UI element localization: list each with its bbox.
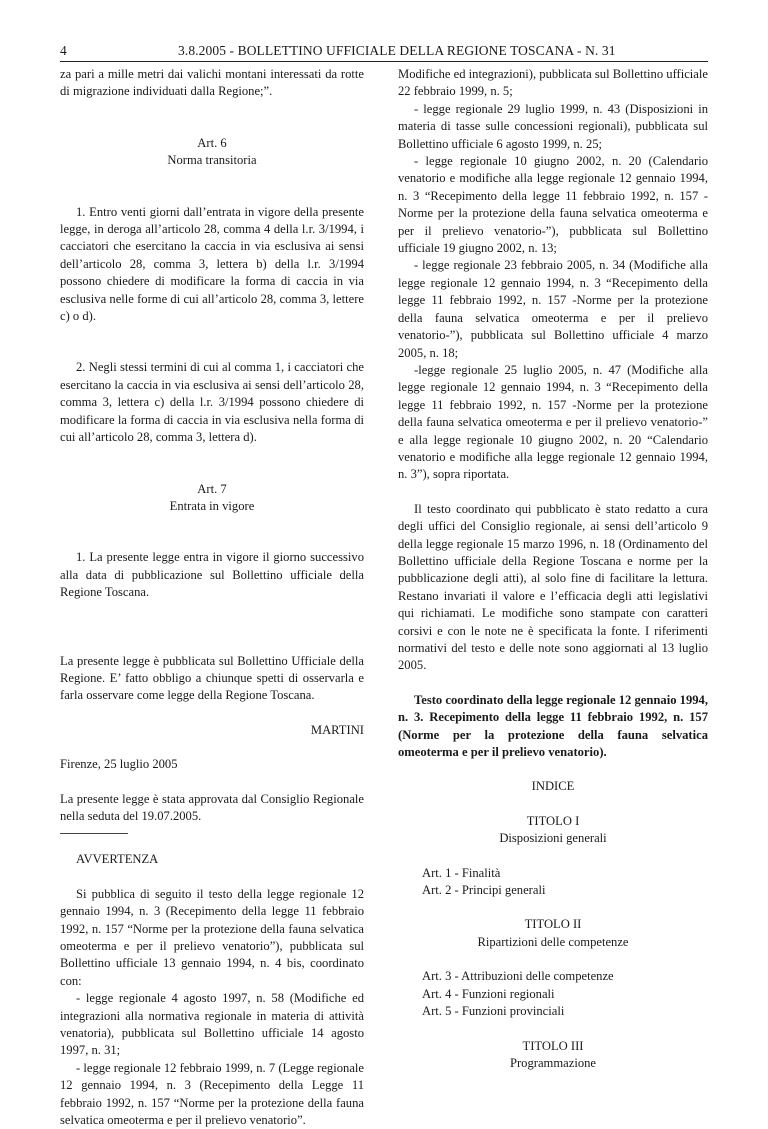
coordinated-text-title: Testo coordinato della legge regionale 12 gennaio 1994, n. 3. Recepimento della legge 11 febbraio 1992, n. 157 (Norme per la protezione della fauna selvatica omeoterma e per il prelievo venatorio).: [398, 692, 708, 760]
titolo-2-subtitle: Ripartizioni delle competenze: [477, 934, 629, 949]
law-item-c: - legge regionale 23 febbraio 2005, n. 34 (Modifiche alla legge regionale 12 gennaio 1994, n. 3 “Recepimento della legge 11 febbraio 1992, n. 157 -Norme per la protezione della fauna selvatica omeoterma e per il prelievo venatorio-”), pubblicata sul Bollettino ufficiale 4 marzo 2005, n. 18;: [398, 258, 708, 360]
titolo-1-heading: TITOLO I: [526, 813, 580, 828]
index-heading: INDICE: [531, 779, 575, 794]
index-entry-art3: Art. 3 - Attribuzioni delle competenze: [422, 969, 614, 984]
titolo-3-subtitle: Programmazione: [509, 1055, 597, 1070]
art6-title: Art. 6: [197, 135, 227, 150]
approval-note: La presente legge è stata approvata dal Consiglio Regionale nella seduta del 19.07.2005.: [60, 791, 364, 823]
index-entry-art2: Art. 2 - Principi generali: [422, 883, 546, 898]
law-item-b: - legge regionale 10 giugno 2002, n. 20 (Calendario venatorio e modifiche alla legge regionale 12 gennaio 1994, n. 3 “Recepimento della legge 11 febbraio 1992, n. 157 -Norme per la protezione della fauna selvatica omeoterma e per il prelievo venatorio-”), pubblicata sul Bollettino ufficiale 19 giugno 2002, n. 13;: [398, 154, 708, 256]
art7-paragraph-1: 1. La presente legge entra in vigore il giorno successivo alla data di pubblicazione sul Bollettino ufficiale della Regione Toscana.: [60, 550, 364, 600]
art6-paragraph-1: 1. Entro venti giorni dall’entrata in vigore della presente legge, in deroga all’articolo 28, comma 4 della l.r. 3/1994, i cacciatori che esercitano la caccia in via esclusiva ai sensi dell’articolo 28, comma 3, lettera b) della l.r. 3/1994 possono chiedere di modificare la forma di caccia in via esclusiva nelle forme di cui all’articolo 28, comma 3, lettere c) o d).: [60, 204, 364, 324]
signature: MARTINI: [310, 722, 364, 737]
page-header: [60, 42, 708, 60]
avvertenza-item-1: - legge regionale 4 agosto 1997, n. 58 (Modifiche ed integrazioni alla normativa regionale in materia di attività venatoria), pubblicata sul Bollettino ufficiale 14 agosto 1997, n. 31;: [60, 991, 364, 1058]
art6-subtitle: Norma transitoria: [167, 153, 257, 168]
avvertenza-title: AVVERTENZA: [76, 852, 159, 867]
art7-title: Art. 7: [197, 481, 227, 496]
right-column: [398, 66, 708, 1072]
coordinated-text-note: Il testo coordinato qui pubblicato è stato redatto a cura degli uffici del Consiglio regionale, ai sensi dell’articolo 9 della legge regionale 15 marzo 1996, n. 18 (Ordinamento del Bollettino ufficiale della Regione Toscana e norme per la pubblicazione degli atti), al solo fine di facilitare la lettura. Restano invariati il valore e l’efficacia degli atti legislativi qui richiamati. Le modifiche sono stampate con caratteri corsivi e con le note ne è specificata la fonte. I riferimenti normativi del testo e delle note sono aggiornati al 13 luglio 2005.: [398, 501, 708, 673]
titolo-1-subtitle: Disposizioni generali: [499, 831, 607, 846]
left-column: [60, 66, 364, 1129]
publication-notice: La presente legge è pubblicata sul Bollettino Ufficiale della Regione. E’ fatto obbligo a chiunque spetti di osservarla e farla osservare come legge della Regione Toscana.: [60, 653, 364, 703]
avvertenza-item-2: - legge regionale 12 febbraio 1999, n. 7 (Legge regionale 12 gennaio 1994, n. 3 (Recepimento della Legge 11 febbraio 1992, n. 157 “Norme per la protezione della fauna selvatica omeoterma e per il prelievo venatorio”.: [60, 1060, 364, 1128]
art7-subtitle: Entrata in vigore: [169, 498, 255, 513]
index-entry-art5: Art. 5 - Funzioni provinciali: [422, 1004, 565, 1019]
law-item-a: - legge regionale 29 luglio 1999, n. 43 (Disposizioni in materia di tasse sulle concessioni regionali), pubblicata sul Bollettino ufficiale 6 agosto 1999, n. 25;: [398, 101, 708, 151]
intro-paragraph: za pari a mille metri dai valichi montani interessati da rotte di migrazione individuati dalla Regione;”.: [60, 67, 364, 99]
law-item-d: -legge regionale 25 luglio 2005, n. 47 (Modifiche alla legge regionale 12 gennaio 1994, n. 3 “Recepimento della legge 11 febbraio 1992, n. 157 -Norme per la protezione della fauna selvatica omeoterma e per il prelievo venatorio-” e alla legge regionale 10 giugno 2002, n. 20 “Calendario venatorio e modifiche alla legge regionale 12 gennaio 1994, n. 3”), sopra riportata.: [398, 362, 708, 482]
index-entry-art4: Art. 4 - Funzioni regionali: [422, 986, 555, 1001]
continued-paragraph: Modifiche ed integrazioni), pubblicata sul Bollettino ufficiale 22 febbraio 1999, n. 5;: [398, 67, 708, 99]
titolo-2-heading: TITOLO II: [524, 917, 582, 932]
art6-paragraph-2: 2. Negli stessi termini di cui al comma 1, i cacciatori che esercitano la caccia in via esclusiva ai sensi dell’articolo 28, comma 3, lettera c) della l.r. 3/1994 possono chiedere di modificare la forma di caccia in via esclusiva nella forma di cui all’articolo 28, comma 3, lettera d).: [60, 360, 364, 445]
place-date: Firenze, 25 luglio 2005: [60, 757, 178, 772]
bulletin-title: 3.8.2005 - BOLLETTINO UFFICIALE DELLA REGIONE TOSCANA - N. 31: [178, 43, 616, 58]
page-number: 4: [60, 43, 67, 58]
titolo-3-heading: TITOLO III: [522, 1038, 584, 1053]
index-entry-art1: Art. 1 - Finalità: [422, 865, 501, 880]
header-rule: [60, 61, 708, 62]
avvertenza-paragraph: Si pubblica di seguito il testo della legge regionale 12 gennaio 1994, n. 3 (Recepimento della legge 11 febbraio 1992, n. 157 “Norme per la protezione della fauna selvatica omeoterma e per il prelievo venatorio”), pubblicata sul Bollettino ufficiale 13 gennaio 1994, n. 4 bis, coordinato con:: [60, 886, 364, 988]
